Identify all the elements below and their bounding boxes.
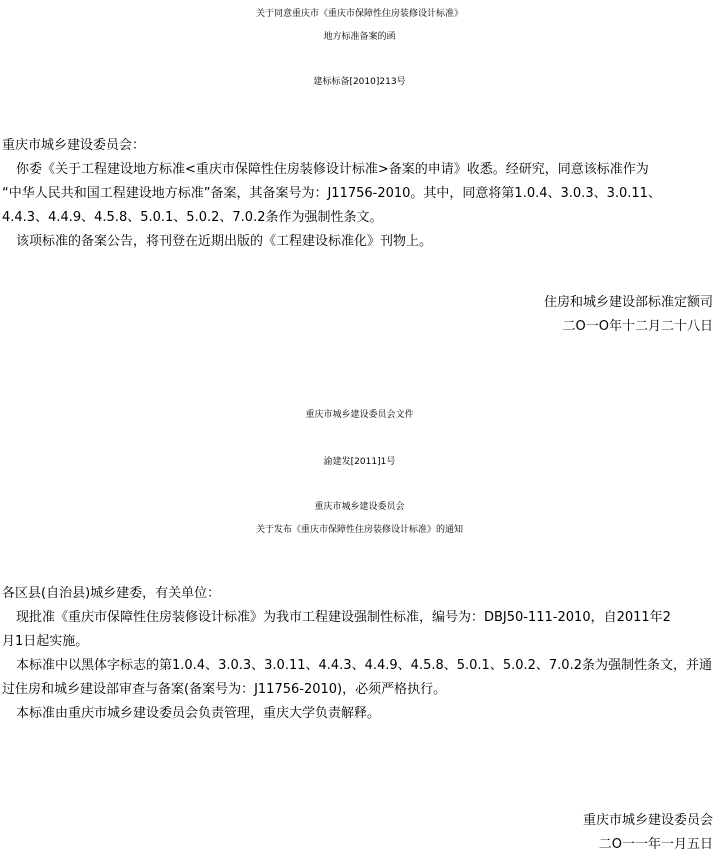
letter2-doc-number: 渝建发[2011]1号	[323, 457, 396, 467]
letter1-body-1c: 4.4.3、4.4.9、4.5.8、5.0.1、5.0.2、7.0.2条作为强制性条文。	[2, 210, 383, 225]
letter1-body-1b: “中华人民共和国工程建设地方标准”备案，其备案号为：J11756-2010。其中，同意将第1.0.4、3.0.3、3.0.11、	[2, 186, 661, 201]
letter2-header: 重庆市城乡建设委员会文件	[305, 410, 414, 420]
letter2-recipient: 各区县(自治县)城乡建委，有关单位：	[2, 586, 221, 601]
letter1-date: 二О一О年十二月二十八日	[562, 319, 713, 334]
letter1-recipient: 重庆市城乡建设委员会：	[2, 138, 146, 153]
letter2-signature: 重庆市城乡建设委员会	[582, 813, 713, 828]
letter2-body-1a: 现批准《重庆市保障性住房装修设计标准》为我市工程建设强制性标准，编号为：DBJ50-111-2010，自2011年2	[16, 610, 671, 625]
letter2-body-2b: 过住房和城乡建设部审查与备案(备案号为：J11756-2010)，必须严格执行。	[2, 682, 447, 697]
letter2-date: 二О一一年一月五日	[598, 837, 713, 852]
letter2-body-2a: 本标准中以黑体字标志的第1.0.4、3.0.3、3.0.11、4.4.3、4.4.9、4.5.8、5.0.1、5.0.2、7.0.2条为强制性条文，并通	[16, 658, 712, 673]
letter1-doc-number: 建标标备[2010]213号	[313, 77, 406, 87]
letter1-title-line1: 关于同意重庆市《重庆市保障性住房装修设计标准》	[255, 9, 463, 19]
letter1-body-2: 该项标准的备案公告，将刊登在近期出版的《工程建设标准化》刊物上。	[16, 234, 433, 249]
letter1-body-1a: 你委《关于工程建设地方标准<重庆市保障性住房装修设计标准>备案的申请》收悉。经研究，同意该标准作为	[16, 162, 649, 177]
letter2-body-1b: 月1日起实施。	[2, 634, 89, 649]
letter1-title-line2: 地方标准备案的函	[323, 32, 396, 42]
letter2-body-3: 本标准由重庆市城乡建设委员会负责管理，重庆大学负责解释。	[16, 706, 381, 721]
letter1-signature: 住房和城乡建设部标准定额司	[543, 295, 713, 310]
letter2-title-line1: 重庆市城乡建设委员会	[314, 502, 405, 512]
letter2-title-line2: 关于发布《重庆市保障性住房装修设计标准》的通知	[255, 525, 463, 535]
